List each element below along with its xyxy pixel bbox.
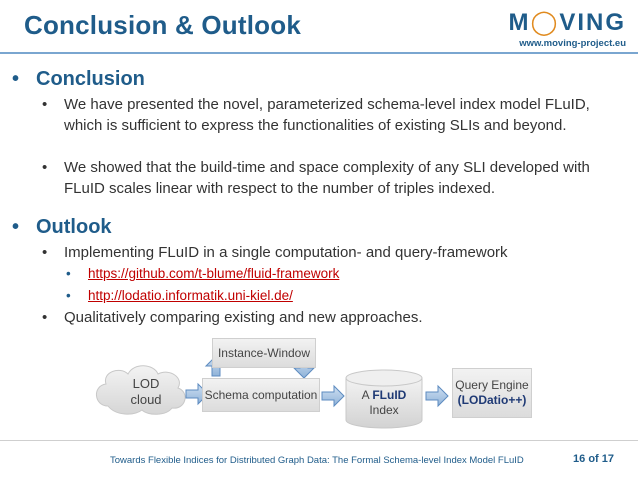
index-bold: FLuID [372, 388, 407, 402]
moving-logo [508, 10, 626, 49]
query-engine-sub: (LODatio++) [457, 393, 527, 407]
section-heading-outlook [12, 216, 112, 239]
index-prefix: A [361, 388, 373, 402]
bullet-icon: • [12, 216, 20, 238]
arrow-schema-to-index [322, 386, 344, 406]
architecture-diagram [90, 336, 560, 436]
bullet-icon: • [42, 309, 48, 326]
query-engine-label: Query Engine [455, 378, 529, 392]
outlook-item-text: Qualitatively comparing existing and new approaches. [64, 309, 423, 326]
link-item-github [66, 264, 339, 284]
lodatio-link[interactable]: http://lodatio.informatik.uni-kiel.de/ [88, 288, 293, 303]
heading-text: Conclusion [36, 68, 145, 90]
github-link[interactable]: https://github.com/t-blume/fluid-framework [88, 266, 340, 281]
lod-cloud-label: LOD cloud [130, 376, 162, 407]
query-engine-box [452, 368, 532, 418]
logo-ving: VING [559, 9, 626, 36]
conclusion-item-text: We have presented the novel, parameterized schema-level index model FLuID, which is sufficient to express the functionalities of existing SLIs and beyond. [64, 96, 590, 134]
section-heading-conclusion [12, 68, 145, 91]
logo-word [508, 10, 626, 36]
bullet-icon: • [42, 159, 48, 176]
footer-divider [0, 440, 638, 441]
instance-window-box [212, 338, 316, 368]
footer-text: Towards Flexible Indices for Distributed Graph Data: The Formal Schema-level Index Model FLuID [110, 455, 524, 466]
link-item-lodatio [66, 286, 293, 306]
logo-o: ◯ [530, 9, 560, 36]
title-divider [0, 52, 638, 54]
logo-url: www.moving-project.eu [519, 38, 626, 49]
outlook-item-2 [42, 307, 602, 328]
arrow-index-to-query [426, 386, 448, 406]
conclusion-item-2 [42, 157, 602, 199]
bullet-icon: • [66, 288, 71, 303]
fluid-index-label [348, 388, 420, 418]
heading-text: Outlook [36, 216, 112, 238]
outlook-item-text: Implementing FLuID in a single computation- and query-framework [64, 244, 508, 261]
schema-computation-box [202, 378, 320, 412]
instance-window-label: Instance-Window [217, 345, 311, 360]
schema-computation-label: Schema computation [204, 387, 318, 402]
conclusion-item-text: We showed that the build-time and space complexity of any SLI developed with FLuID scales linear with respect to the number of triples indexed. [64, 159, 590, 197]
bullet-icon: • [12, 68, 20, 90]
index-cylinder-top [346, 370, 422, 386]
outlook-item-1 [42, 242, 602, 263]
conclusion-item-1 [42, 94, 602, 136]
slide-title: Conclusion & Outlook [24, 10, 301, 40]
page-number: 16 of 17 [573, 453, 614, 465]
bullet-icon: • [42, 244, 48, 261]
bullet-icon: • [42, 96, 48, 113]
logo-m: M [508, 9, 531, 36]
index-suffix: Index [369, 403, 399, 417]
bullet-icon: • [66, 266, 71, 281]
